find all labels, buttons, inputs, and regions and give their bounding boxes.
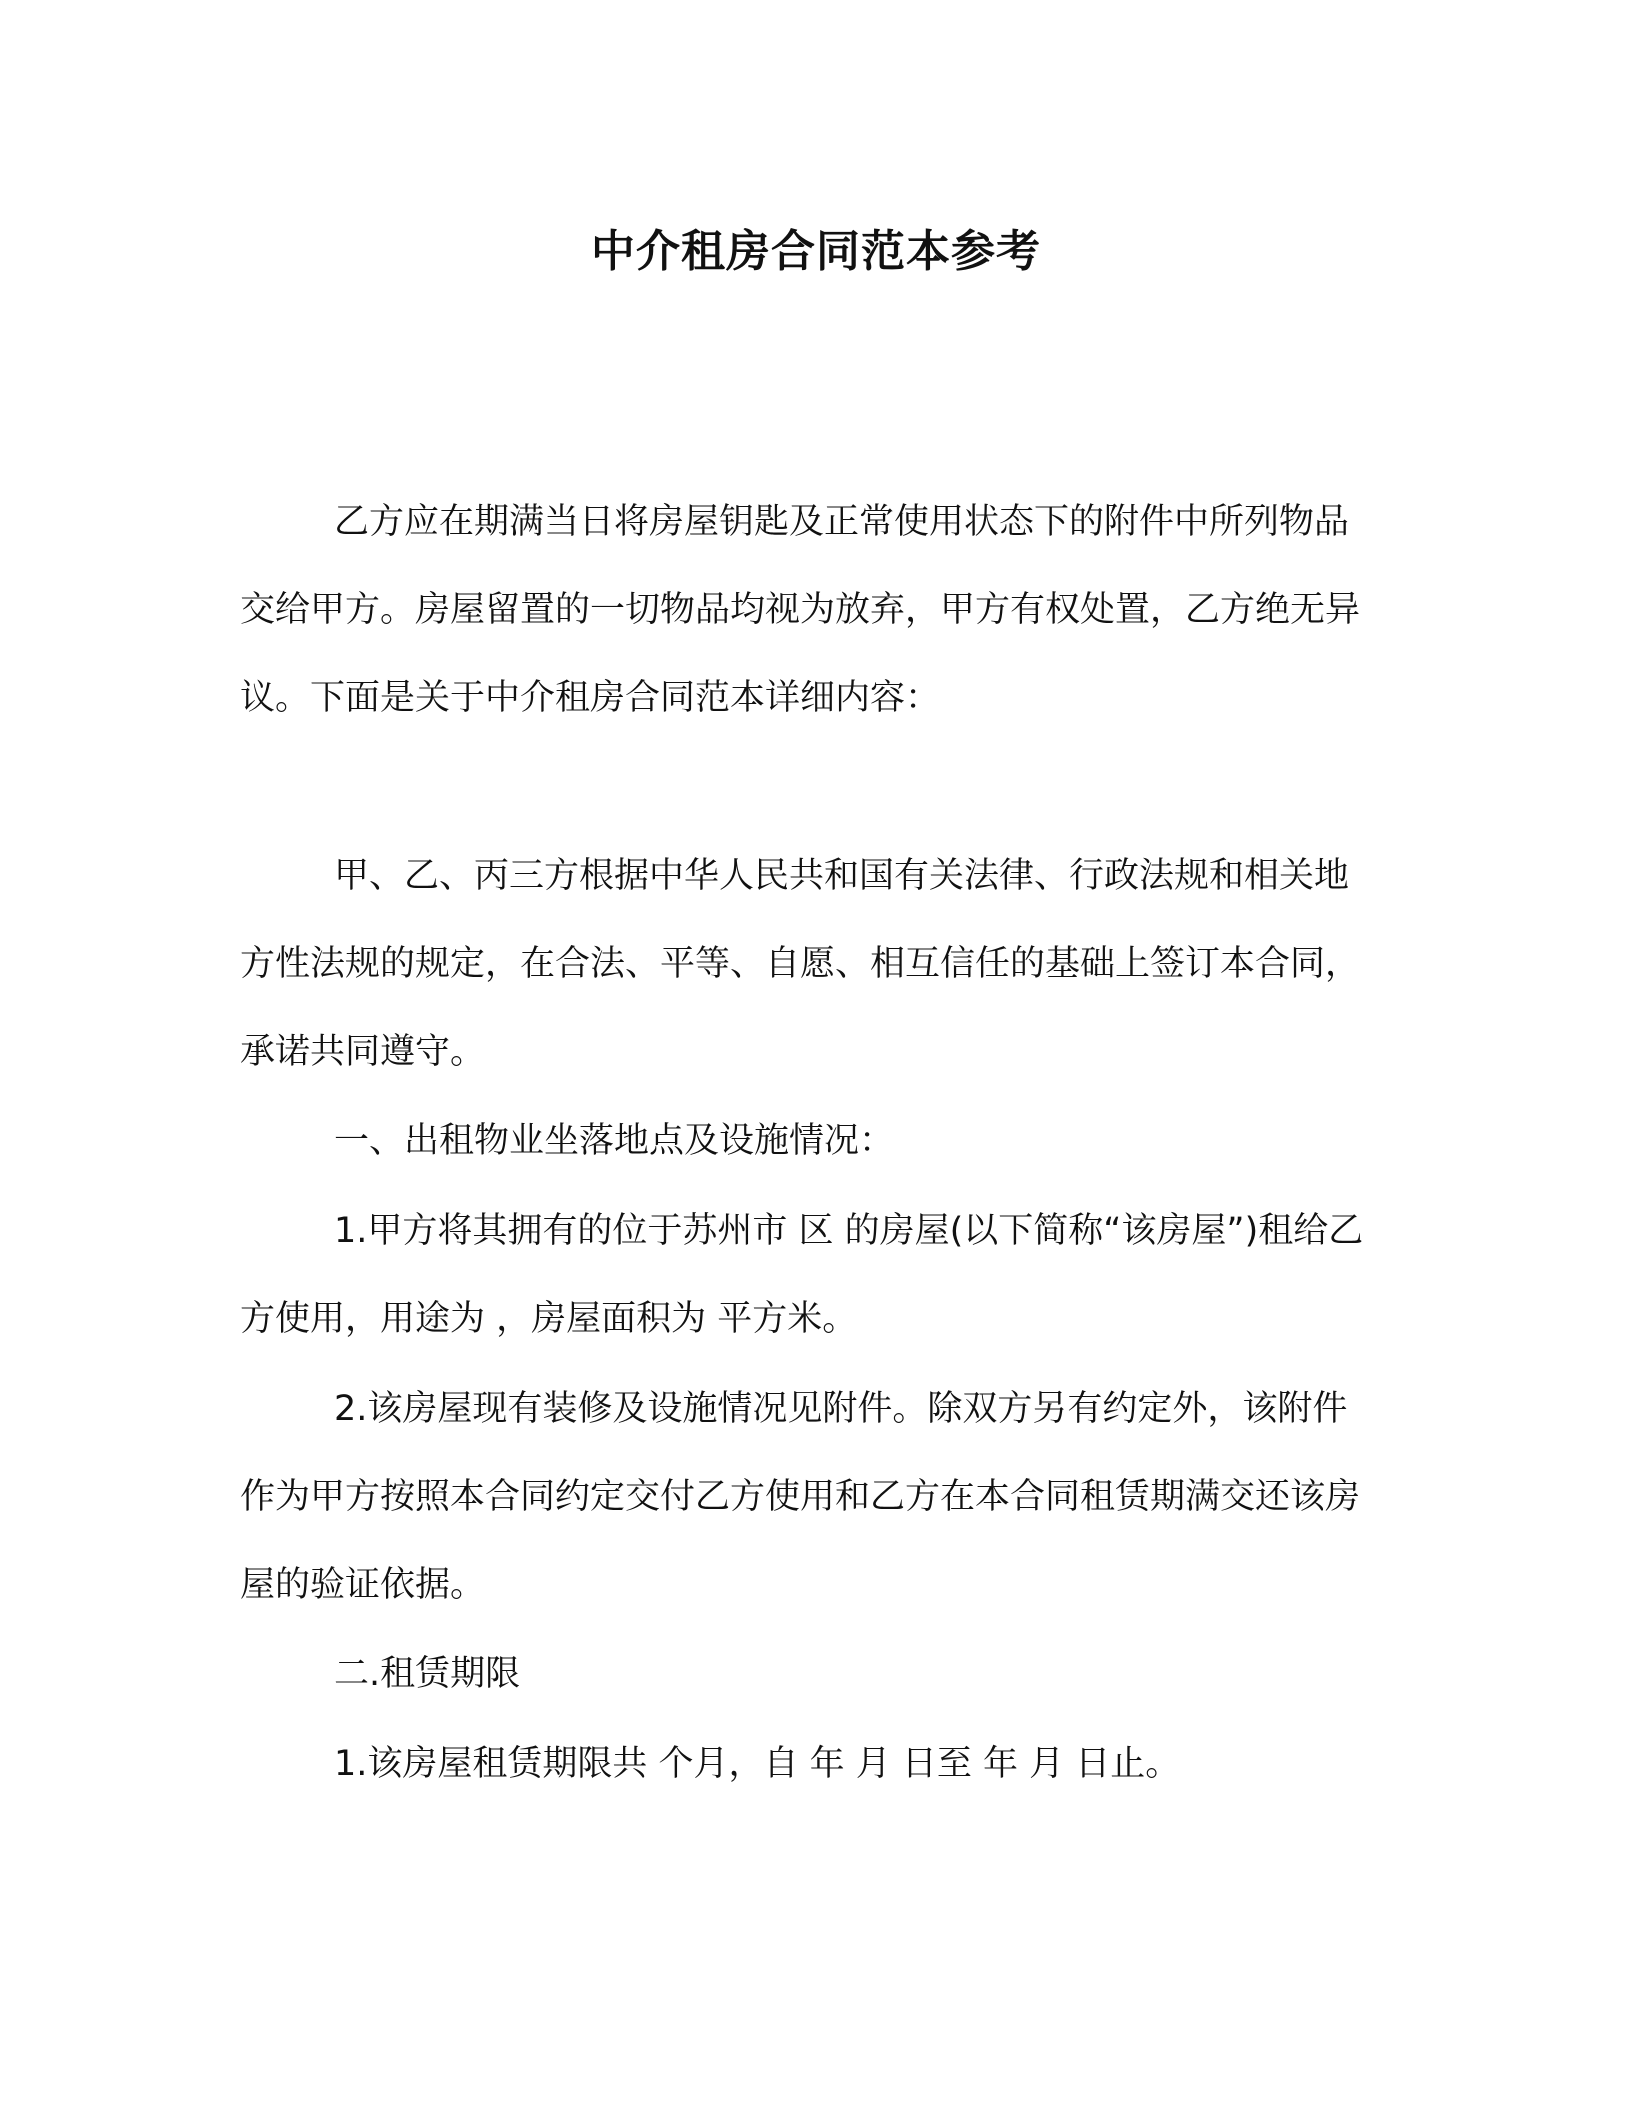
parties-paragraph: 甲、乙、丙三方根据中华人民共和国有关法律、行政法规和相关地方性法规的规定，在合法、平等、自愿、相互信任的基础上签订本合同，承诺共同遵守。 xyxy=(240,856,1361,1072)
section2-item1: 1.该房屋租赁期限共 个月，自 年 月 日至 年 月 日止。 xyxy=(334,1744,1181,1784)
section1-item2: 2.该房屋现有装修及设施情况见附件。除双方另有约定外，该附件作为甲方按照本合同约定交付乙方使用和乙方在本合同租赁期满交还该房屋的验证依据。 xyxy=(240,1389,1361,1605)
section1-item1: 1.甲方将其拥有的位于苏州市 区 的房屋(以下简称“该房屋”)租给乙方使用，用途为 ，房屋面积为 平方米。 xyxy=(240,1211,1364,1339)
document-title: 中介租房合同范本参考 xyxy=(591,226,1041,277)
intro-paragraph: 乙方应在期满当日将房屋钥匙及正常使用状态下的附件中所列物品交给甲方。房屋留置的一切物品均视为放弃，甲方有权处置，乙方绝无异议。下面是关于中介租房合同范本详细内容： xyxy=(240,502,1361,718)
section1-heading: 一、出租物业坐落地点及设施情况： xyxy=(334,1121,895,1161)
section2-heading: 二.租赁期限 xyxy=(334,1654,521,1694)
